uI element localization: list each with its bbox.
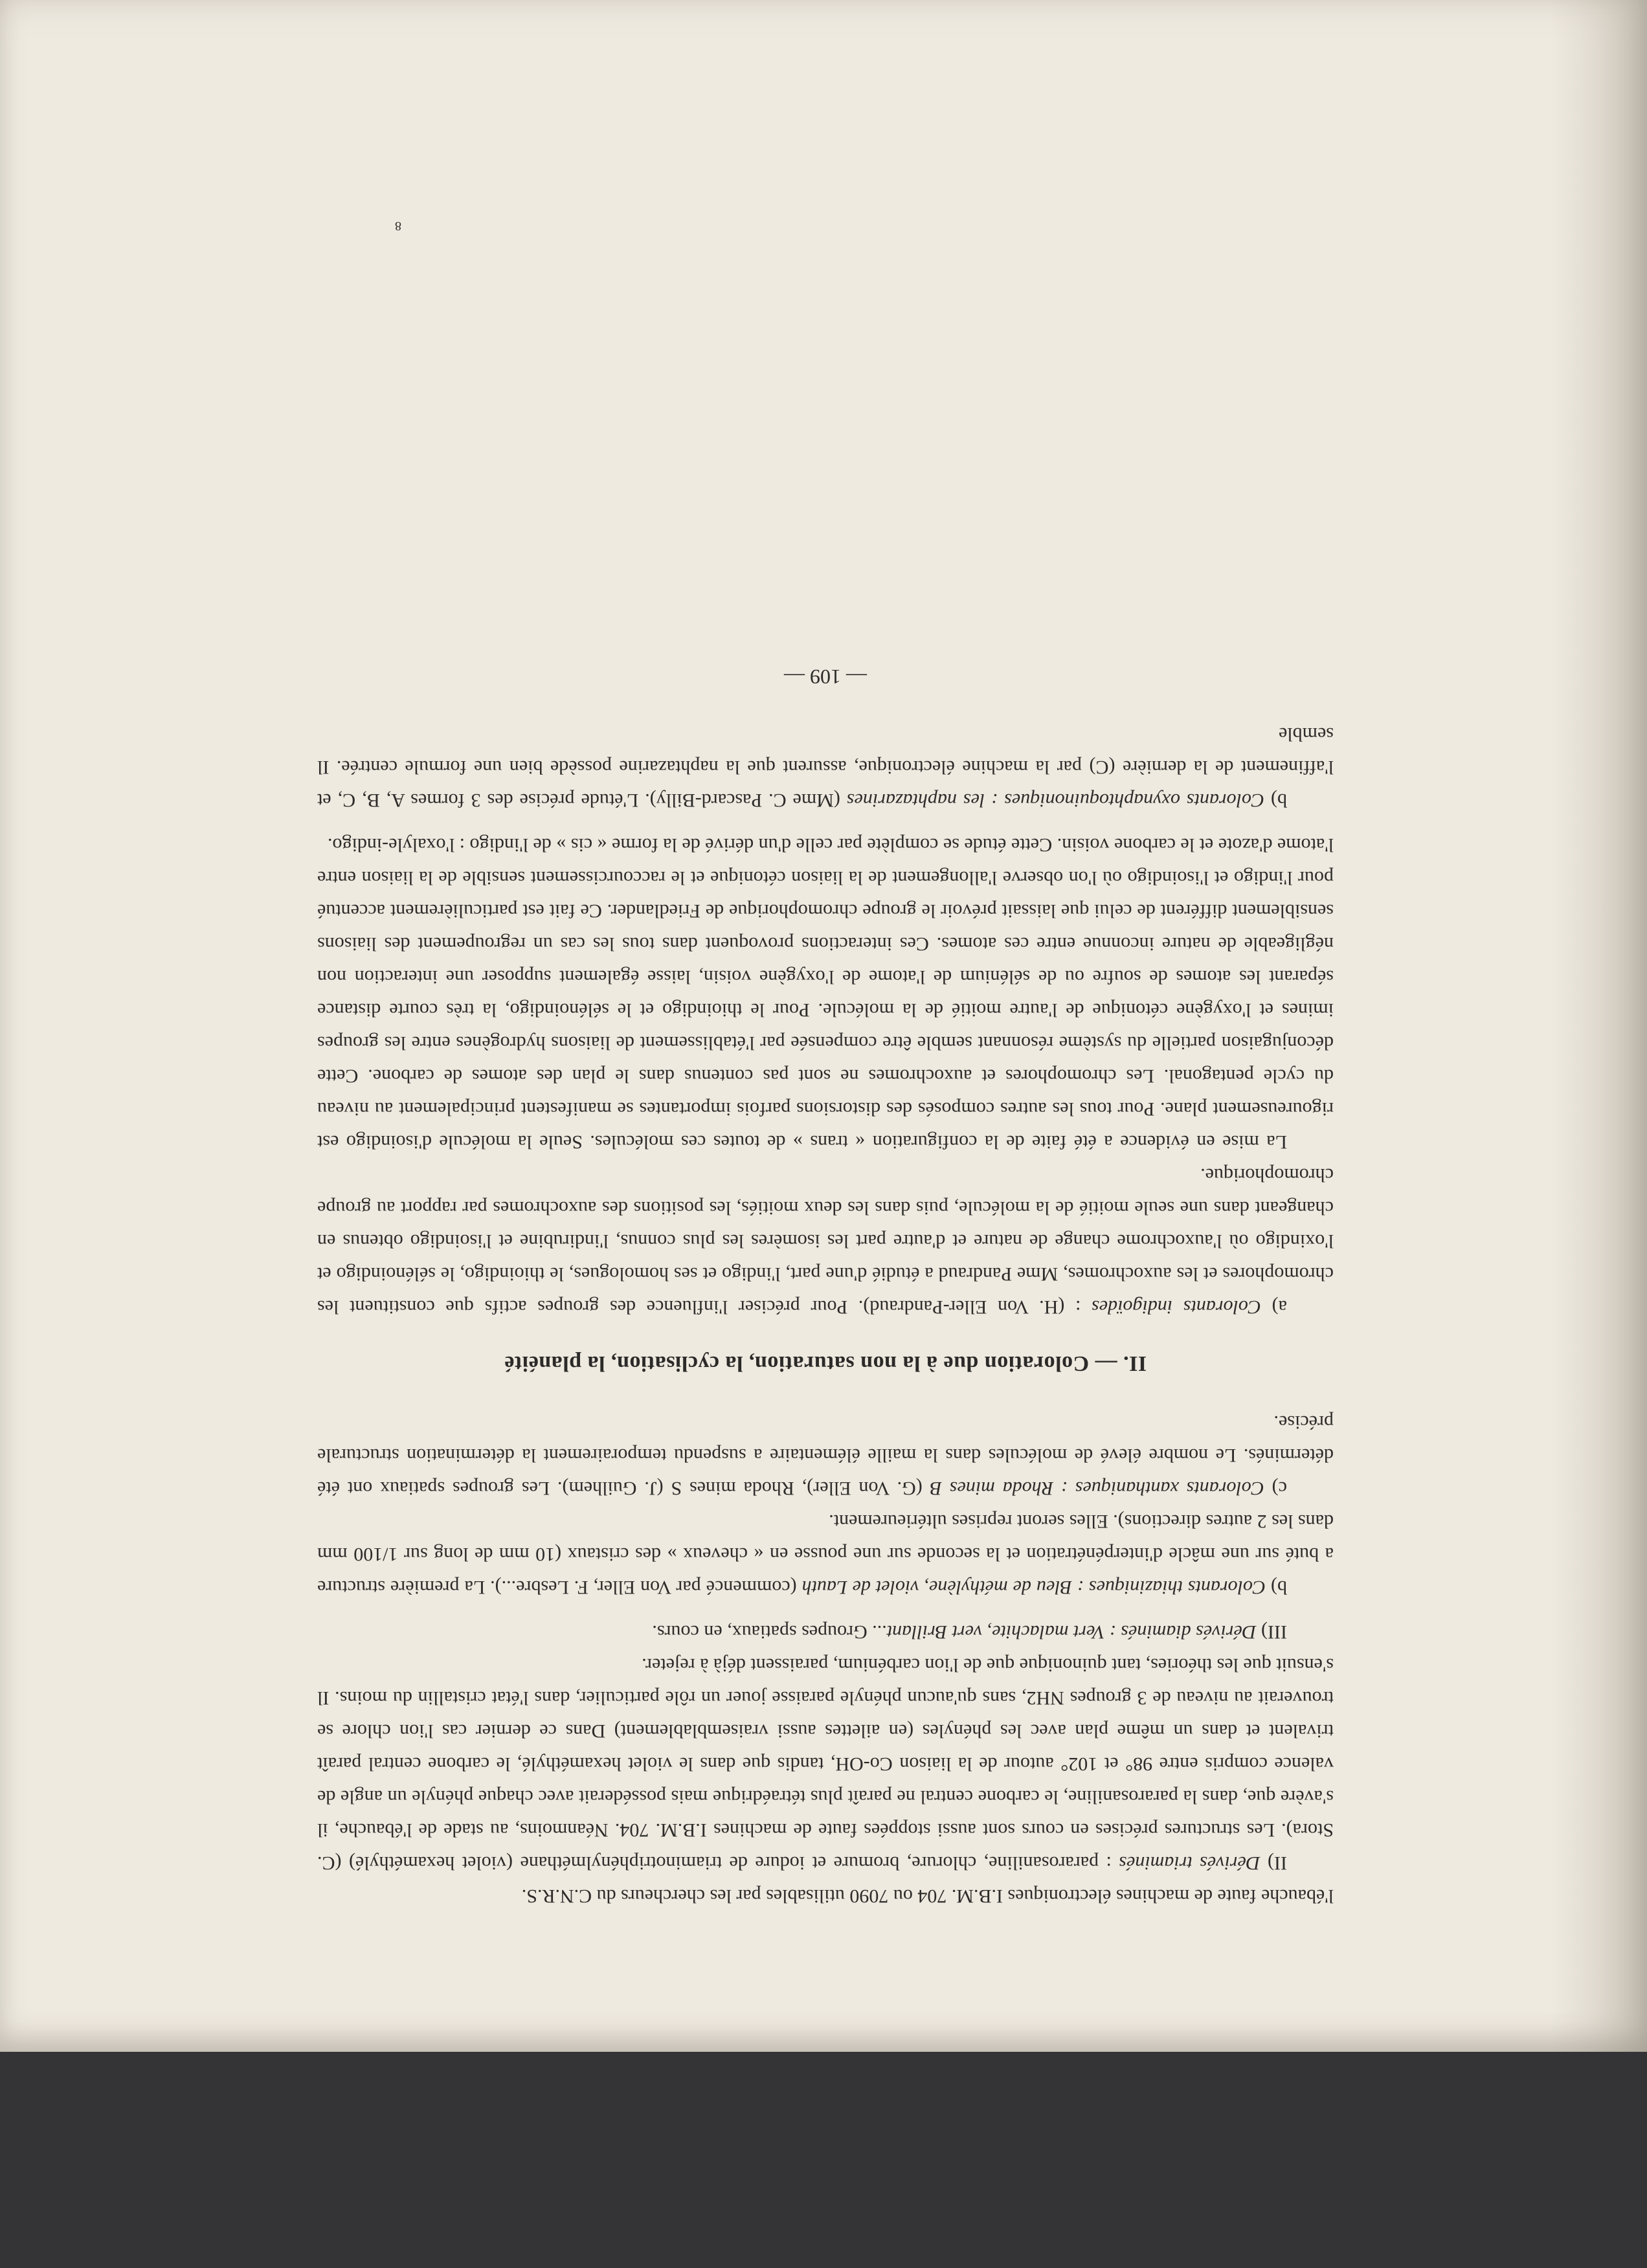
item-label: II) bbox=[1260, 1852, 1287, 1874]
item-text: ... Groupes spatiaux, en cours. bbox=[652, 1621, 887, 1643]
paragraph-naphtazarines bbox=[317, 718, 1334, 817]
item-title: Colorants thiaziniques : Bleu de méthylène, violet de Lauth bbox=[801, 1577, 1266, 1598]
page-number: — 109 — bbox=[784, 665, 867, 689]
item-title: Dérivés triaminés bbox=[1119, 1852, 1260, 1874]
item-label: a) bbox=[1260, 1296, 1287, 1318]
paragraph-xanthaniques bbox=[317, 1406, 1334, 1505]
item-title: Dérivés diaminés : Vert malachite, vert Brillant bbox=[886, 1621, 1257, 1643]
item-title: Colorants oxynaphtoquinoniques : les naphtazarines bbox=[846, 790, 1264, 811]
book-spine-shadow bbox=[1550, 0, 1647, 2052]
item-text: (G. Von Eller), Rhoda mines S (J. Guilhem). Les groupes spatiaux ont été déterminés. Le nombre élevé de molécules dans la maille élémentaire a suspendu temporairement la détermination structurale précise. bbox=[317, 1412, 1334, 1499]
paragraph-indigoides bbox=[317, 1159, 1334, 1324]
item-title: Colorants xanthaniques : Rhoda mines B bbox=[930, 1478, 1264, 1499]
spacer bbox=[317, 817, 1334, 828]
paragraph-configuration-trans: La mise en évidence a été faite de la configuration « trans » de toutes ces molécules. Seule la molécule d'isoindigo est rigoureusement plane. Pour tous les autres composés des distorsions parfois importantes se manifestent principalement au niveau du cycle pentagonal. Les chromophores et auxochromes ne sont pas contenus dans le plan des atomes de carbone. Cette déconjugaison partielle du système résonnant semble être compensée par l'établissement de liaisons hydrogènes entre les groupes imines et l'oxygène cétonique de l'autre moitié de la molécule. Pour le thioindigo et le sélénoindigo, la très courte distance séparant les atomes de soufre ou de sélénium de l'atome de l'oxygène voisin, laisse également supposer une interaction non négligeable de nature inconnue entre ces atomes. Ces interactions provoquent dans tous les cas un regroupement des liaisons sensiblement différent de celui que laissait prévoir le groupe chromophorique de Friedlander. Ce fait est particulièrement accentué pour l'indigo et l'isoindigo où l'on observe l'allongement de la liaison cétonique et le raccourcissement sensible de la liaison entre l'atome d'azote et le carbone voisin. Cette étude se complète par celle d'un dérivé de la forme « cis » de l'indigo : l'oxalyle-indigo. bbox=[317, 834, 1334, 1153]
item-text: (Mme C. Pascard-Billy). L'étude précise des 3 formes A, B, C, et l'affinement de la dernière (C) par la machine électronique, assurent que la naphtazarine possède bien une formule centrée. Il semble bbox=[317, 724, 1334, 811]
paragraph-thiaziniques bbox=[317, 1505, 1334, 1604]
item-text: : pararosaniline, chlorure, bromure et iodure de triaminotriphénylméthane (violet hexaméthylé) (C. Stora). Les structures précises en cours sont aussi stoppées faute de machines I.B.M. 704. Néanmoins, au stade de l'ébauche, il s'avère que, dans la pararosaniline, le carbone central ne paraît plus tétraédrique mais posséderait avec chaque phényle un angle de valence compris entre 98° et 102° autour de la liaison Co-OH, tandis que dans le violet hexaméthylé, le carbone central paraît trivalent et dans un même plan avec les phényles (en ailettes aussi vraisemblablement) Dans ce dernier cas l'ion chlore se trouverait au niveau de 3 groupes NH2, sans qu'aucun phényle paraisse jouer un rôle particulier, dans l'état cristallin du moins. Il s'ensuit que les théories, tant quinonique que de l'ion carbénium, paraissent déjà à rejeter. bbox=[317, 1654, 1334, 1874]
item-title: Colorants indigoïdes bbox=[1092, 1296, 1261, 1318]
section-heading: II. — Coloration due à la non saturation, la cyclisation, la planéité bbox=[504, 1351, 1147, 1375]
item-text: : (H. Von Eller-Pandraud). Pour préciser l'influence des groupes actifs que constituent les chromophores et les auxochromes, Mme Pandraud a étudié d'une part, l'indigo et ses homologues, le thioindigo, le sélénoindigo et l'oxindigo où l'auxochrome change de nature et d'autre part les isomères les plus connus, l'indirubine et l'isoindigo obtenus en changeant dans une seule moitié de la molécule, puis dans les deux moitiés, les positions des auxochromes par rapport au groupe chromophorique. bbox=[317, 1164, 1334, 1318]
paragraph-triamines bbox=[317, 1649, 1334, 1880]
paragraph-diamines bbox=[317, 1616, 1334, 1649]
item-label: b) bbox=[1266, 1577, 1287, 1598]
paragraph-ebauche: l'ébauche faute de machines électroniques I.B.M. 704 ou 7090 utilisables par les chercheurs du C.N.R.S. bbox=[521, 1885, 1334, 1907]
sheet-marker: 8 bbox=[395, 219, 401, 233]
item-text: (commencé par Von Eller, F. Lesbre...). La première structure a buté sur une mâcle d'interpénétration et la seconde sur une pousse en « cheveux » des cristaux (10 mm de long sur 1/100 mm dans les 2 autres directions). Elles seront reprises ultérieurement. bbox=[317, 1511, 1334, 1598]
item-label: b) bbox=[1264, 790, 1287, 811]
spacer bbox=[317, 1604, 1334, 1616]
scanner-background bbox=[0, 2052, 1647, 2268]
item-label: III) bbox=[1256, 1621, 1287, 1643]
page-text-block bbox=[317, 219, 1334, 1913]
item-label: c) bbox=[1264, 1478, 1287, 1499]
